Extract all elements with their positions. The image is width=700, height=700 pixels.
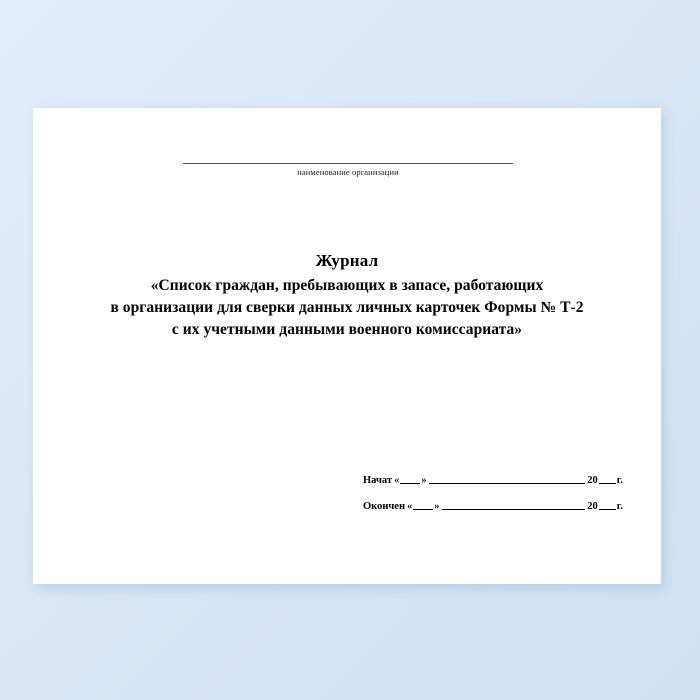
title-line-1: «Список граждан, пребывающих в запасе, работающих — [150, 277, 544, 294]
finished-quote-open: « — [407, 501, 413, 512]
started-month-field[interactable] — [429, 474, 586, 484]
finished-year-prefix: 20 — [587, 501, 598, 512]
organization-name-block — [183, 163, 513, 177]
started-year-suffix: г. — [616, 475, 623, 486]
finished-date-row — [363, 500, 623, 512]
document-title-block — [63, 251, 631, 341]
page-content — [33, 108, 661, 584]
started-year-prefix: 20 — [587, 475, 598, 486]
started-day-field[interactable] — [400, 474, 420, 484]
page-title: Журнал — [315, 251, 379, 270]
finished-day-field[interactable] — [413, 500, 433, 510]
organization-name-caption: наименование организации — [297, 167, 399, 177]
organization-name-rule — [183, 163, 513, 164]
started-quote-open: « — [394, 475, 400, 486]
started-quote-close: » — [421, 475, 427, 486]
finished-label: Окончен — [363, 501, 406, 512]
finished-year-field[interactable] — [599, 500, 616, 510]
finished-quote-close: » — [434, 501, 440, 512]
dates-block — [363, 474, 623, 526]
finished-month-field[interactable] — [442, 500, 586, 510]
title-line-3: с их учетными данными военного комиссариата» — [171, 321, 523, 338]
title-line-2: в организации для сверки данных личных карточек Формы № Т-2 — [110, 299, 584, 316]
started-label: Начат — [363, 475, 393, 486]
started-year-field[interactable] — [599, 474, 616, 484]
finished-year-suffix: г. — [616, 501, 623, 512]
started-date-row — [363, 474, 623, 486]
document-page — [33, 108, 661, 584]
